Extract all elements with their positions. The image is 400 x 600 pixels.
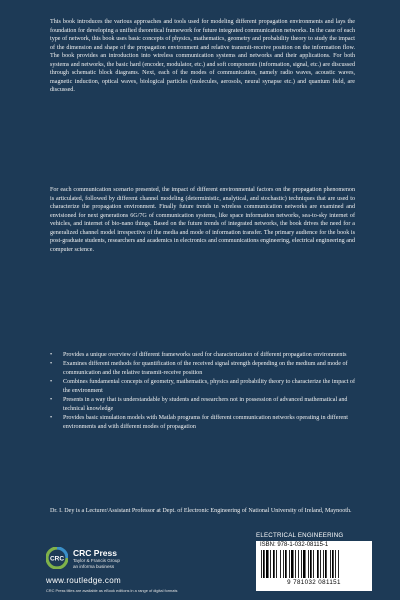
subject-category: ELECTRICAL ENGINEERING (256, 532, 344, 539)
feature-item: • Provides basic simulation models with Matlab programs for different communication networks operating in different environments and with different modes of propagation (50, 415, 348, 430)
bullet-icon: • (50, 397, 53, 404)
description-paragraph-2: For each communication scenario presented, the impact of different environmental factors on the propagation phenomenon is articulated, followed by different channel modeling (deterministic, analytical, and stochastic) techniques that are used to characterize the propagation environment. Finally future trends in wireless communication networks are examined and envisioned for next generations 6G/7G of communication systems, like space information networks, sea-to-sky internet of vehicles, and internet of bio-nano things. Based on the future trends of integrated networks, the book drives the need for a generalized channel model irrespective of the media and mode of information transfer. The primary audience for the book is post-graduate students, researchers and academics in electronics and communications engineering, electrical engineering and computer science. (50, 187, 355, 253)
crc-logo-icon (46, 547, 68, 569)
bullet-icon: • (50, 352, 53, 358)
author-bio: Dr. I. Dey is a Lecturer/Assistant Professor at Dept. of Electronic Engineering of National University of Ireland, Maynooth. (50, 508, 352, 514)
feature-list (50, 351, 355, 432)
barcode-panel (256, 541, 372, 591)
feature-item: • Examines different methods for quantification of the received signal strength depending on the medium and mode of communication and the relative transmit-receive position (50, 361, 348, 376)
bullet-icon: • (50, 415, 53, 422)
publisher-group: Taylor & Francis Group (73, 558, 120, 563)
feature-item: • Combines fundamental concepts of geometry, mathematics, physics and probability theory to characterize the impact of the environment (50, 379, 356, 394)
ebook-footnote: CRC Press titles are available as eBook editions in a range of digital formats (46, 588, 178, 593)
feature-item: • Provides a unique overview of different frameworks used for characterization of different propagation environments (50, 352, 347, 358)
bullet-icon: • (50, 379, 53, 386)
isbn-text: ISBN: 978-1-032-08115-1 (260, 542, 329, 548)
barcode-icon (260, 550, 368, 578)
barcode-digits: 9 781032 081151 (287, 579, 341, 586)
publisher-tagline: an informa business (73, 563, 115, 569)
bullet-icon: • (50, 361, 53, 368)
feature-item: • Presents in a way that is understandable by students and researchers not in possession of advanced mathematical and technical knowledge (50, 397, 348, 412)
publisher-name: CRC Press (73, 548, 117, 558)
publisher-website: www.routledge.com (46, 576, 121, 585)
logo-letters: CRC (49, 555, 65, 563)
description-paragraph-1: This book introduces the various approaches and tools used for modeling different propagation environments and lays the foundation for developing a unified theoretical framework for future integrated communication networks. In the case of each type of network, this book uses basic concepts of physics, mathematics, geometry and probability theory to study the impact of the dimension and shape of the propagation environment and relative transmit-receive position on the information flow. The book provides an introduction into wireless communication systems and networks and their applications. For both systems and networks, the basic hard (encoder, modulator, etc.) and soft components (information, signal, etc.) are discussed through schematic block diagrams. Next, each of the modes of communication, namely radio waves, acoustic waves, magnetic induction, optical waves, biological particles (molecules, aerosols, neural synapse etc.) and quantum field, are discussed. (50, 19, 355, 94)
